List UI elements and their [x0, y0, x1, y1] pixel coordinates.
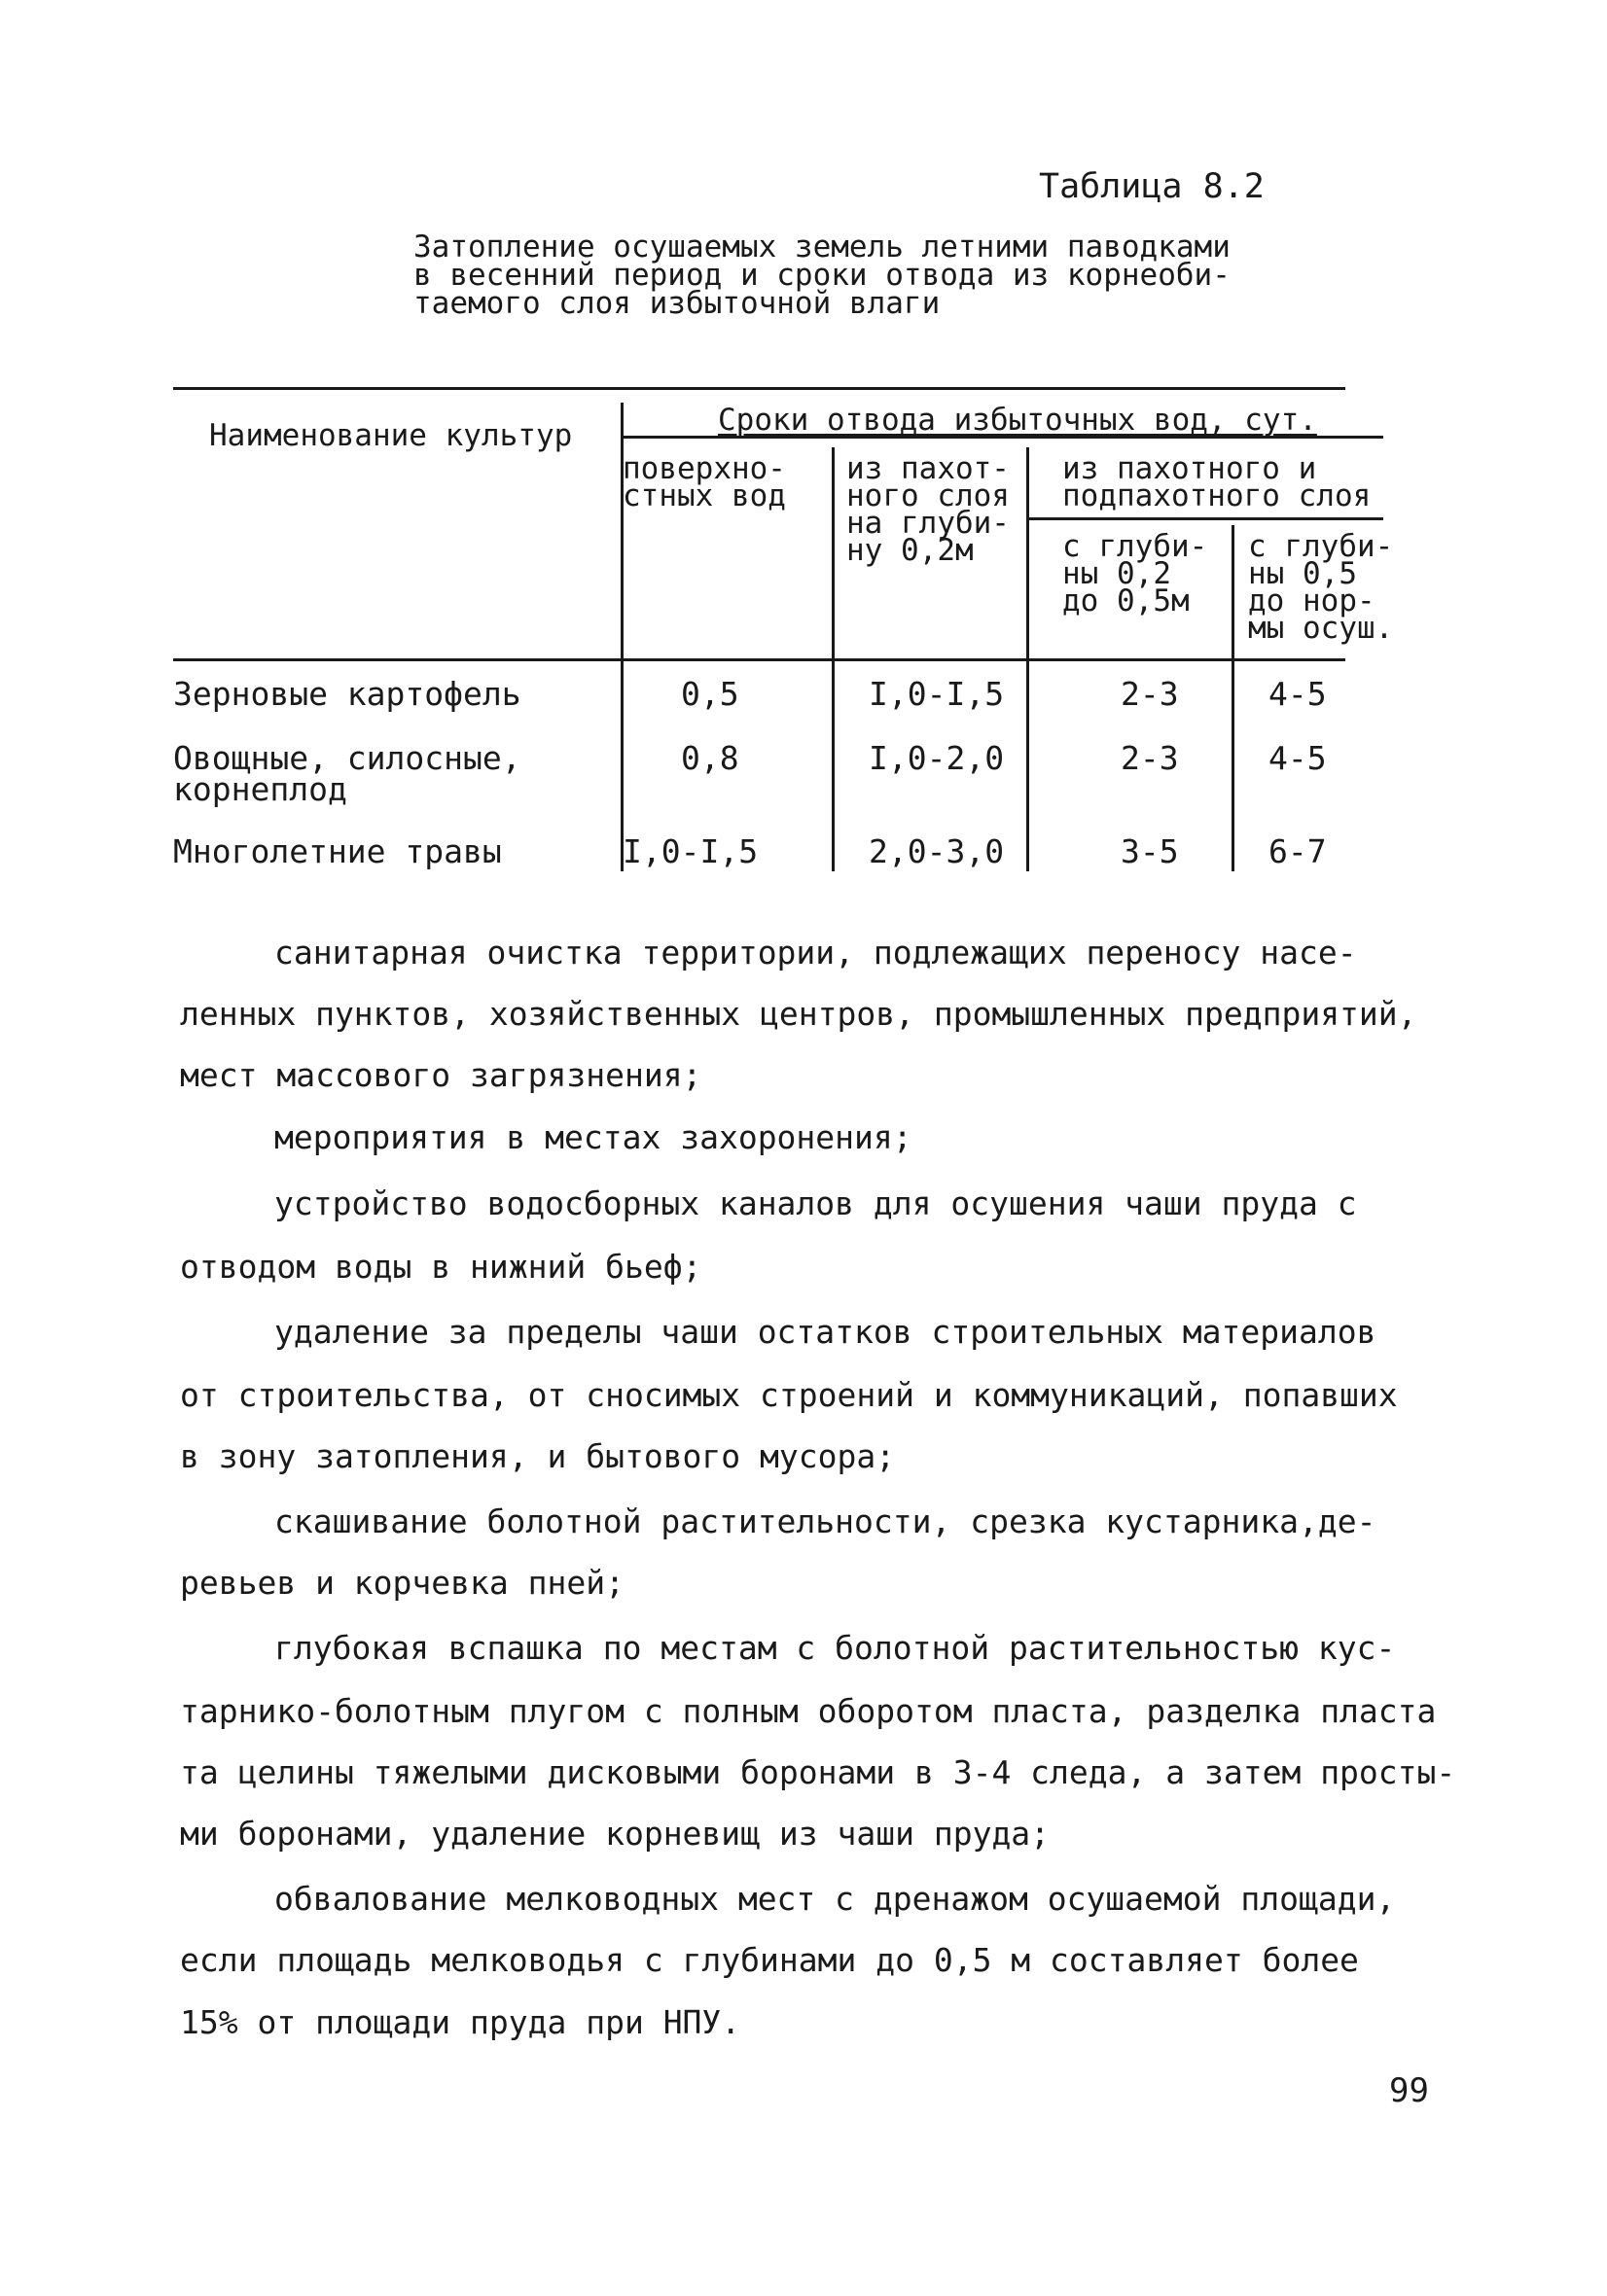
row-2-depth-02-05: 2-3 [1121, 739, 1179, 777]
row-3-depth-02-05: 3-5 [1121, 832, 1179, 870]
body-line-9: в зону затопления, и бытового мусора; [180, 1437, 896, 1475]
body-line-13: тарнико-болотным плугом с полным оборотом пласта, разделка пласта [180, 1692, 1437, 1730]
row-3-depth-05-norm: 6-7 [1268, 832, 1327, 870]
row-2-surface: 0,8 [681, 739, 739, 777]
body-line-5: устройство водосборных каналов для осушения чаши пруда с [274, 1184, 1357, 1222]
body-line-10: скашивание болотной растительности, срезка кустарника,де- [274, 1502, 1376, 1540]
table-top-rule [173, 387, 1345, 390]
body-line-8: от строительства, от сносимых строений и коммуникаций, попавших [180, 1376, 1398, 1414]
body-line-12: глубокая вспашка по местам с болотной растительностью кус- [274, 1629, 1396, 1667]
body-line-3: мест массового загрязнения; [180, 1056, 702, 1094]
header-from-arable-subarable: из пахотного и подпахотного слоя [1062, 451, 1372, 513]
body-line-6: отводом воды в нижний бьеф; [180, 1248, 702, 1286]
row-3-surface: I,0-I,5 [623, 832, 759, 870]
body-line-1: санитарная очистка территории, подлежащих переносу насе- [274, 934, 1357, 971]
body-line-17: если площадь мелководья с глубинами до 0,5 м составляет более [180, 1941, 1359, 1979]
row-3-crop: Многолетние травы [173, 832, 502, 870]
body-line-15: ми боронами, удаление корневищ из чаши пруда; [180, 1815, 1051, 1853]
header-surface-water: поверхно- стных вод [623, 451, 786, 513]
body-line-18: 15% от площади пруда при НПУ. [180, 2003, 741, 2041]
row-3-arable: 2,0-3,0 [869, 832, 1005, 870]
row-1-depth-05-norm: 4-5 [1268, 675, 1327, 713]
row-1-depth-02-05: 2-3 [1121, 675, 1179, 713]
body-line-2: ленных пунктов, хозяйственных центров, промышленных предприятий, [180, 995, 1417, 1033]
col-divider-3 [1026, 447, 1029, 871]
col-divider-4 [1232, 525, 1234, 871]
row-2-crop: Овощные, силосные, корнеплод [173, 739, 521, 808]
page-number: 99 [1389, 2071, 1429, 2110]
body-line-11: ревьев и корчевка пней; [180, 1564, 625, 1602]
header-drain-terms: Сроки отвода избыточных вод, сут. [718, 403, 1317, 438]
table-caption: Затопление осушаемых земель летними паводками в весенний период и сроки отвода из корнеоби- таемого слоя избыточной влаги [413, 230, 1231, 321]
table-label: Таблица 8.2 [1039, 167, 1265, 206]
col-divider-2 [832, 447, 835, 871]
header-crop-name: Наименование культур [209, 418, 573, 453]
header-depth-05-norm: с глуби- ны 0,5 до нор- мы осуш. [1248, 529, 1394, 646]
subgroup-rule [1026, 517, 1383, 520]
row-1-crop: Зерновые картофель [173, 675, 521, 713]
body-line-14: та целины тяжелыми дисковыми боронами в 3-4 следа, а затем просты- [180, 1753, 1456, 1791]
header-bottom-rule [173, 658, 1345, 661]
body-line-7: удаление за пределы чаши остатков строительных материалов [274, 1313, 1376, 1351]
body-line-4: мероприятия в местах захоронения; [274, 1118, 912, 1156]
row-2-arable: I,0-2,0 [869, 739, 1005, 777]
header-from-arable-layer: из пахот- ного слоя на глуби- ну 0,2м [846, 451, 1010, 568]
row-2-depth-05-norm: 4-5 [1268, 739, 1327, 777]
body-line-16: обвалование мелководных мест с дренажом осушаемой площади, [274, 1880, 1396, 1918]
header-depth-02-05: с глуби- ны 0,2 до 0,5м [1062, 529, 1208, 618]
row-1-arable: I,0-I,5 [869, 675, 1005, 713]
row-1-surface: 0,5 [681, 675, 739, 713]
